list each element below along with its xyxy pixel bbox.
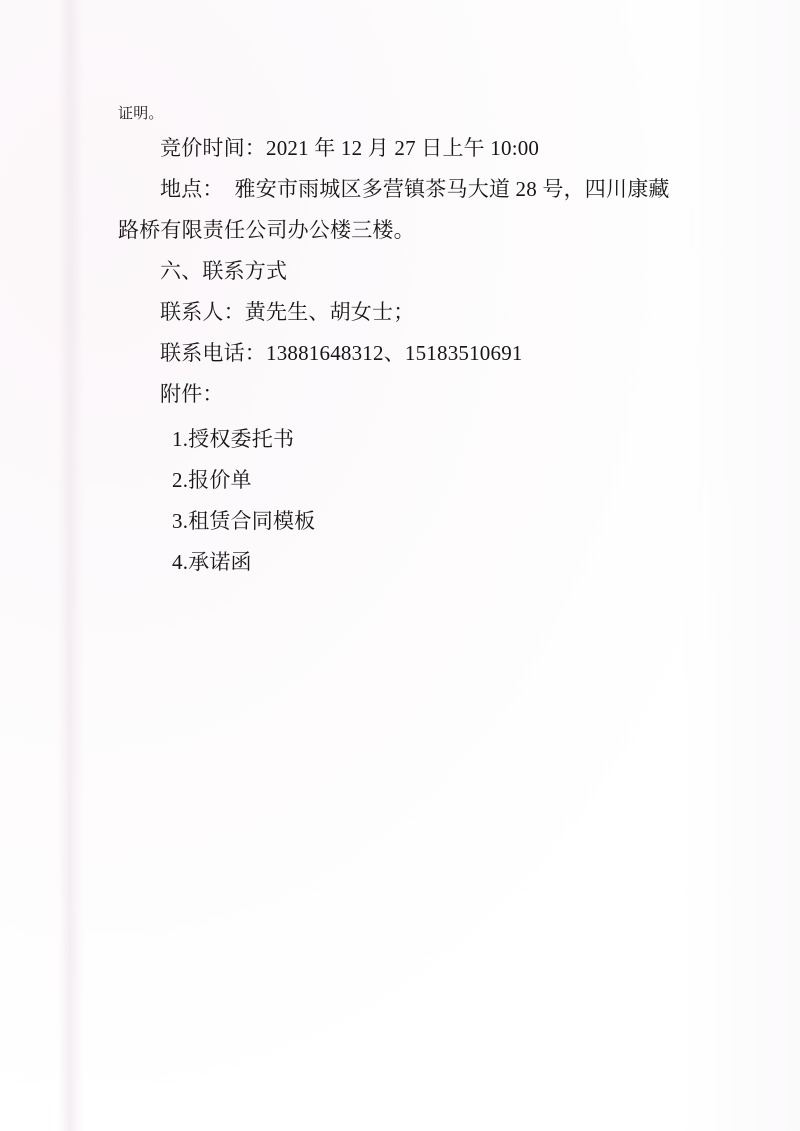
attachment-item-3: 3.租赁合同模板 xyxy=(172,509,316,533)
text-line-certificate: 证明。 xyxy=(118,106,164,122)
text-line-location-part1: 地点： 雅安市雨城区多营镇茶马大道 28 号，四川康藏 xyxy=(160,177,670,201)
attachment-item-4: 4.承诺函 xyxy=(172,550,252,574)
text-line-attachments-label: 附件： xyxy=(160,382,224,406)
attachment-item-2: 2.报价单 xyxy=(172,468,252,492)
section-heading-contact: 六、联系方式 xyxy=(160,259,288,283)
document-text-block xyxy=(118,100,698,583)
text-line-contact-person: 联系人：黄先生、胡女士； xyxy=(160,300,415,324)
text-line-location-part2: 路桥有限责任公司办公楼三楼。 xyxy=(118,218,415,242)
text-line-contact-phone: 联系电话：13881648312、15183510691 xyxy=(160,341,523,365)
text-line-bidding-time: 竞价时间：2021 年 12 月 27 日上午 10:00 xyxy=(160,136,540,160)
attachment-item-1: 1.授权委托书 xyxy=(172,427,295,451)
